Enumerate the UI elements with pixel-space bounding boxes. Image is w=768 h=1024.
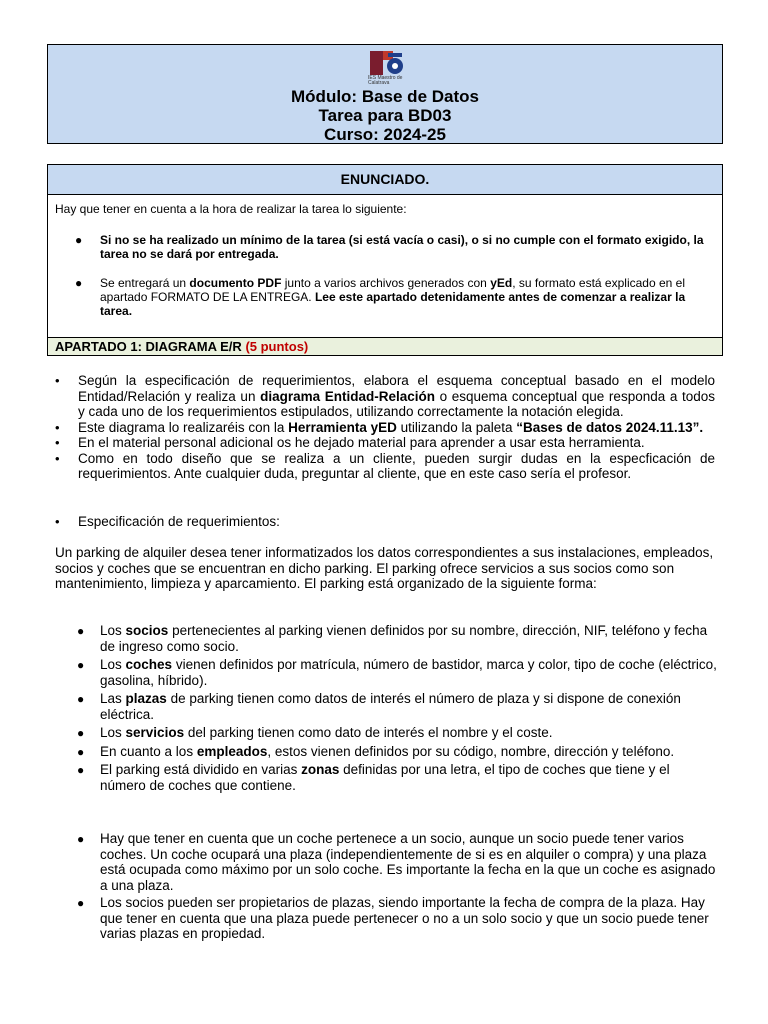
bullet-icon: • [55, 373, 60, 388]
course-title: Curso: 2024-25 [324, 125, 446, 144]
bullet-icon: ● [77, 624, 85, 638]
entities-list [77, 623, 717, 796]
section-heading: APARTADO 1: DIAGRAMA E/R (5 puntos) [48, 337, 722, 355]
list-item: ● Las plazas de parking tienen como datos de interés el número de plaza y si dispone de conexión eléctrica. [77, 691, 681, 722]
task-title: Tarea para BD03 [318, 106, 452, 125]
relations-list [77, 831, 717, 944]
document-header [47, 44, 723, 144]
module-title: Módulo: Base de Datos [291, 87, 479, 106]
list-item: ● Los socios pueden ser propietarios de plazas, siendo importante la fecha de compra de la plaza. Hay que tener en cuenta que una plaza puede pertenecer o no a un solo socio y que un socio puede tener varias plazas en propiedad. [77, 895, 709, 941]
bullet-icon: ● [75, 233, 83, 247]
bullet-icon: ● [77, 692, 85, 706]
statement-intro: Hay que tener en cuenta a la hora de realizar la tarea lo siguiente: [55, 202, 407, 216]
bullet-icon: • [55, 514, 60, 529]
bullet-icon: • [55, 435, 60, 450]
bullet-icon: • [55, 419, 60, 435]
list-item: ● El parking está dividido en varias zonas definidas por una letra, el tipo de coches que tiene y el número de coches que contiene. [77, 762, 670, 793]
statement-heading: ENUNCIADO. [48, 165, 722, 195]
requirement-bullet-2: ● Se entregará un documento PDF junto a varios archivos generados con yEd, su formato está explicado en el apartado FORMATO DE LA ENTREGA. Lee este apartado detenidamente antes de comenzar a realizar la tarea. [75, 276, 686, 318]
list-item: ● En cuanto a los empleados, estos vienen definidos por su código, nombre, dirección y teléfono. [77, 743, 675, 759]
list-item: ● Hay que tener en cuenta que un coche pertenece a un socio, aunque un socio puede tener varios coches. Un coche ocupará una plaza (independientemente de si es en alquiler o compra) y una plaza está ocupada como máximo por un solo coche. Es importante la fecha en la que un coche es asignado a una plaza. [77, 831, 716, 893]
list-item: • Este diagrama lo realizaréis con la Herramienta yED utilizando la paleta “Bases de datos 2024.11.13”. [55, 419, 704, 435]
spec-paragraph: Un parking de alquiler desea tener informatizados los datos correspondientes a sus instalaciones, empleados, socios y coches que se encuentran en dicho parking. El parking ofrece servicios a sus socios como son mantenimiento, limpieza y aparcamiento. El parking está organizado de la siguiente forma: [55, 545, 714, 591]
logo-text: IES Maestro de Calatrava [368, 75, 403, 86]
list-item: ● Los socios pertenecientes al parking vienen definidos por su nombre, dirección, NIF, teléfono y fecha de ingreso como socio. [77, 623, 708, 654]
bullet-icon: • [55, 450, 60, 466]
bullet-icon: ● [77, 658, 85, 672]
list-item: • Como en todo diseño que se realiza a un cliente, pueden surgir dudas en la especficación de requerimientos. Ante cualquier duda, preguntar al cliente, que en este caso sería el profesor. [55, 450, 715, 481]
list-item: • En el material personal adicional os he dejado material para aprender a usar esta herramienta. [55, 435, 645, 450]
bullet-icon: ● [77, 726, 85, 740]
bullet-icon: ● [77, 896, 85, 910]
spec-heading: • Especificación de requerimientos: [55, 514, 280, 529]
list-item: ● Los coches vienen definidos por matrícula, número de bastidor, marca y color, tipo de coche (eléctrico, gasolina, híbrido). [77, 657, 717, 688]
bullet-icon: ● [77, 744, 85, 759]
requirement-bullet-1: ● Si no se ha realizado un mínimo de la tarea (si está vacía o casi), o si no cumple con el formato exigido, la tarea no se dará por entregada. [75, 233, 704, 261]
bullet-icon: ● [75, 276, 83, 290]
list-item: ● Los servicios del parking tienen como dato de interés el nombre y el coste. [77, 725, 553, 740]
bullet-icon: ● [77, 832, 85, 846]
list-item: • Según la especificación de requerimientos, elabora el esquema conceptual basado en el modelo Entidad/Relación y realiza un diagrama Entidad-Relación o esquema conceptual que responda a todos y cada uno de los requerimientos estipulados, utilizando correctamente la notación elegida. [55, 373, 715, 419]
section-points: (5 puntos) [245, 339, 309, 354]
bullet-icon: ● [77, 763, 85, 777]
statement-box [47, 164, 723, 356]
instructions-list [55, 373, 715, 482]
